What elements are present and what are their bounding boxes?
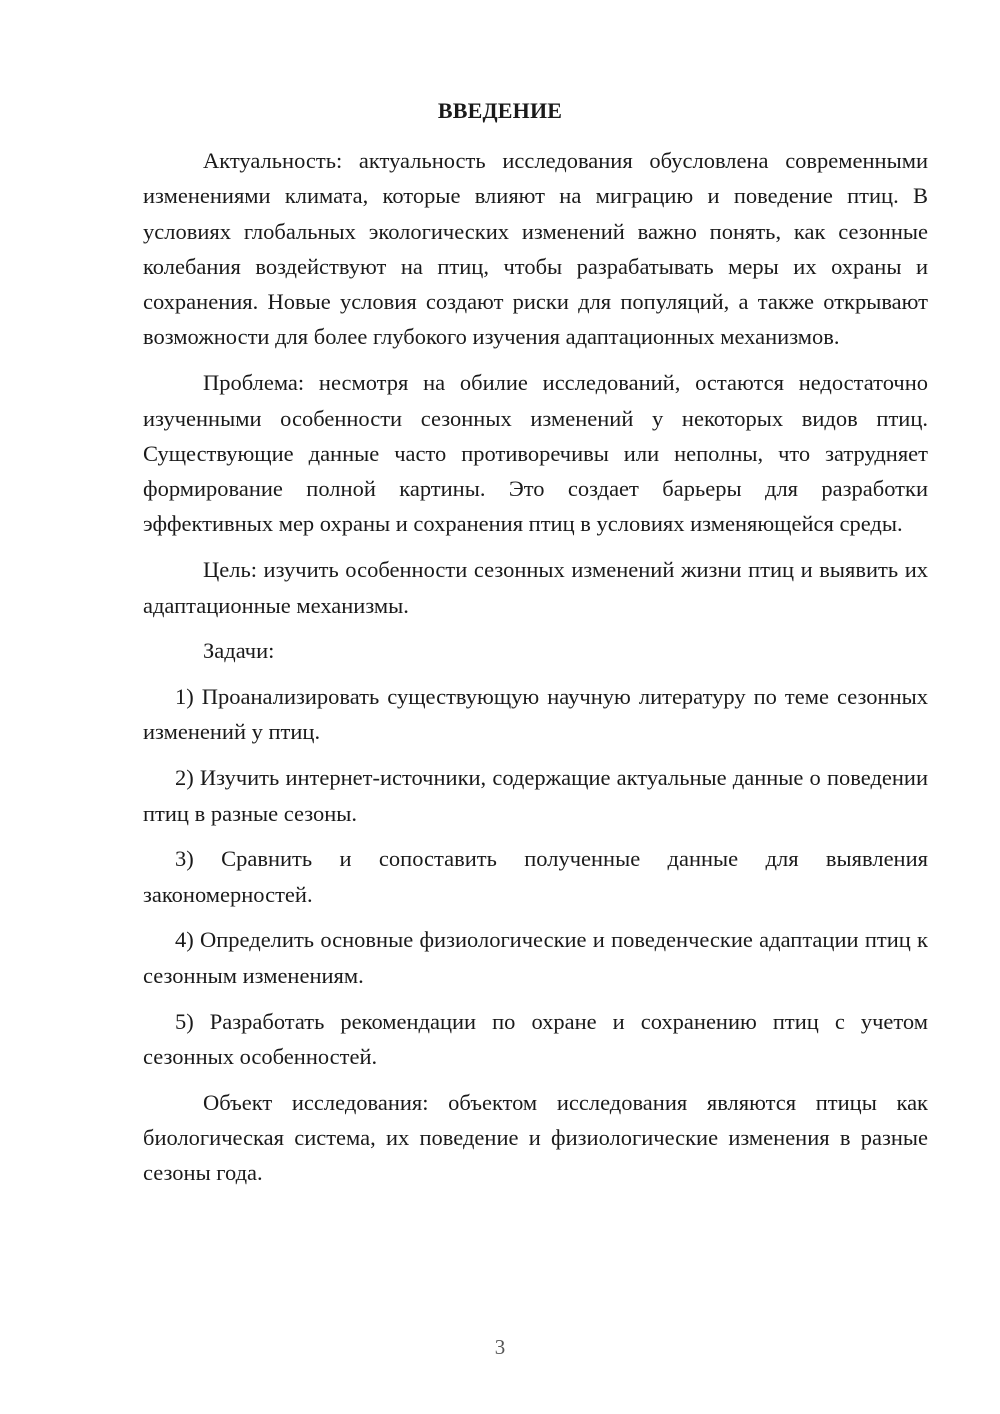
page-number: 3: [494, 1335, 506, 1359]
tasks-label: Задачи:: [203, 638, 275, 664]
paragraph-goal: Цель: изучить особенности сезонных изменений жизни птиц и выявить их адаптационные механизмы.: [143, 557, 928, 618]
paragraph-object: Объект исследования: объектом исследования являются птицы как биологическая система, их поведение и физиологические изменения в разные сезоны года.: [143, 1089, 928, 1186]
paragraph-problem: Проблема: несмотря на обилие исследований, остаются недостаточно изученными особенности сезонных изменений у некоторых видов птиц. Существующие данные часто противоречивы или неполны, что затрудняет формирование полной картины. Это создает барьеры для разработки эффективных мер охраны и сохранения птиц в условиях изменяющейся среды.: [143, 370, 928, 537]
task-item-1: 1) Проанализировать существующую научную литературу по теме сезонных изменений у птиц.: [143, 684, 928, 745]
task-item-2: 2) Изучить интернет-источники, содержащие актуальные данные о поведении птиц в разные сезоны.: [143, 765, 928, 826]
document-body: [143, 143, 928, 1201]
task-item-5: 5) Разработать рекомендации по охране и сохранению птиц с учетом сезонных особенностей.: [143, 1008, 928, 1069]
page-title: ВВЕДЕНИЕ: [437, 98, 563, 123]
task-item-4: 4) Определить основные физиологические и поведенческие адаптации птиц к сезонным изменениям.: [143, 927, 928, 988]
paragraph-relevance: Актуальность: актуальность исследования обусловлена современными изменениями климата, которые влияют на миграцию и поведение птиц. В условиях глобальных экологических изменений важно понять, как сезонные колебания воздействуют на птиц, чтобы разрабатывать меры их охраны и сохранения. Новые условия создают риски для популяций, а также открывают возможности для более глубокого изучения адаптационных механизмов.: [143, 148, 928, 350]
task-item-3: 3) Сравнить и сопоставить полученные данные для выявления закономерностей.: [143, 846, 928, 907]
